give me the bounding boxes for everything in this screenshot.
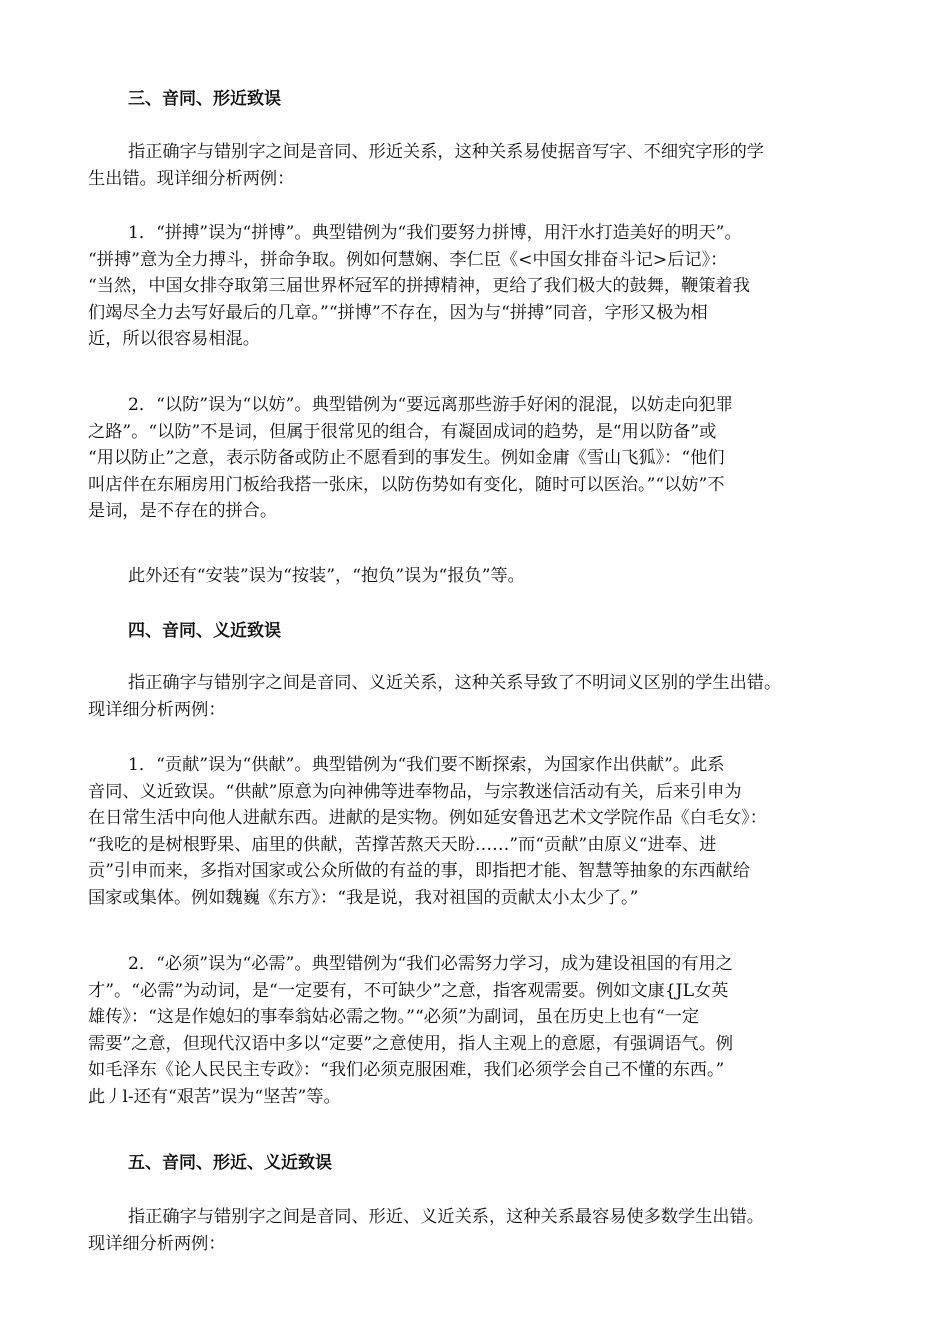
text-line: 指正确字与错别字之间是音同、形近、义近关系，这种关系最容易使多数学生出错。 xyxy=(128,1207,764,1227)
text-line: 此丿l-还有“艰苦”误为“坚苦”等。 xyxy=(88,1086,341,1107)
text-line: 近，所以很容易相混。 xyxy=(88,329,260,349)
text-line: 生出错。现详细分析两例： xyxy=(88,168,295,189)
example-paragraph xyxy=(88,752,878,911)
text-line: 1．“贡献”误为“供献”。典型错例为“我们要不断探索，为国家作出供献”。此系 xyxy=(128,755,725,775)
text-line: 2．“必须”误为“必需”。典型错例为“我们必需努力学习，成为建设祖国的有用之 xyxy=(128,954,733,974)
text-line: 才”。“必需”为动词，是“一定要有，不可缺少”之意，指客观需要。例如文康{JL女英 xyxy=(88,980,729,1001)
text-line: “当然，中国女排夺取第三届世界杯冠军的拼搏精神，更给了我们极大的鼓舞，鞭策着我 xyxy=(88,276,750,296)
text-line: 现详细分析两例： xyxy=(88,699,226,720)
text-line: 叫店伴在东厢房用门板给我搭一张床，以防伤势如有变化，随时可以医治。”“以妨”不 xyxy=(88,474,725,495)
text-line: 如毛泽东《论人民民主专政》：“我们必须克服困难，我们必须学会自己不懂的东西。” xyxy=(88,1060,725,1080)
closing-paragraph xyxy=(88,563,878,590)
section-intro-paragraph xyxy=(88,139,878,192)
text-line: 音同、义近致误。“供献”原意为向神佛等进奉物品，与宗教迷信活动有关，后来引申为 xyxy=(88,781,742,802)
text-line: 贡”引申而来，多指对国家或公众所做的有益的事，即指把才能、智慧等抽象的东西献给 xyxy=(88,861,750,881)
text-line: 之路”。“以防”不是词，但属于很常见的组合，有凝固成词的趋势，是“用以防备”或 xyxy=(88,421,717,442)
text-line: 在日常生活中向他人进献东西。进献的是实物。例如延安鲁迅艺术文学院作品《白毛女》： xyxy=(88,808,767,828)
text-line: 1．“拼搏”误为“拼博”。典型错例为“我们要努力拼博，用汗水打造美好的明天”。 xyxy=(128,223,742,243)
section-intro-paragraph xyxy=(88,670,878,723)
text-line: 雄传》：“这是作媳妇的事奉翁姑必需之物。”“必须”为副词，虽在历史上也有“一定 xyxy=(88,1007,700,1027)
text-line: 国家或集体。例如魏巍《东方》：“我是说，我对祖国的贡献太小太少了。” xyxy=(88,887,639,908)
text-line: “用以防止”之意，表示防备或防止不愿看到的事发生。例如金庸《雪山飞狐》：“他们 xyxy=(88,448,725,468)
text-line: 指正确字与错别字之间是音同、形近关系，这种关系易使据音写字、不细究字形的学 xyxy=(128,142,764,162)
text-line: 是词，是不存在的拼合。 xyxy=(88,501,278,521)
text-line: “我吃的是树根野果、庙里的供献，苦撑苦熬天天盼……”而“贡献”由原义“进奉、进 xyxy=(88,834,717,855)
text-line: “拼搏”意为全力搏斗，拼命争取。例如何慧娴、李仁臣《<中国女排奋斗记>后记》： xyxy=(88,249,728,270)
text-line: 指正确字与错别字之间是音同、义近关系，这种关系导致了不明词义区别的学生出错。 xyxy=(128,673,782,693)
text-line: 们竭尽全力去写好最后的几章。”“拼博”不存在，因为与“拼搏”同音，字形又极为相 xyxy=(88,302,708,323)
section-heading: 五、音同、形近、义近致误 xyxy=(128,1153,332,1173)
example-paragraph xyxy=(88,951,878,1110)
text-line: 2．“以防”误为“以妨”。典型错例为“要远离那些游手好闲的混混，以妨走向犯罪 xyxy=(128,395,733,415)
text-line: 现详细分析两例： xyxy=(88,1233,226,1254)
section-heading: 四、音同、义近致误 xyxy=(128,621,281,641)
section-heading: 三、音同、形近致误 xyxy=(128,89,281,109)
text-line: 此外还有“安装”误为“按装”，“抱负”误为“报负”等。 xyxy=(128,566,525,586)
example-paragraph xyxy=(88,392,878,525)
text-line: 需要”之意，但现代汉语中多以“定要”之意使用，指人主观上的意愿，有强调语气。例 xyxy=(88,1033,734,1054)
example-paragraph xyxy=(88,220,878,353)
section-intro-paragraph xyxy=(88,1204,878,1257)
